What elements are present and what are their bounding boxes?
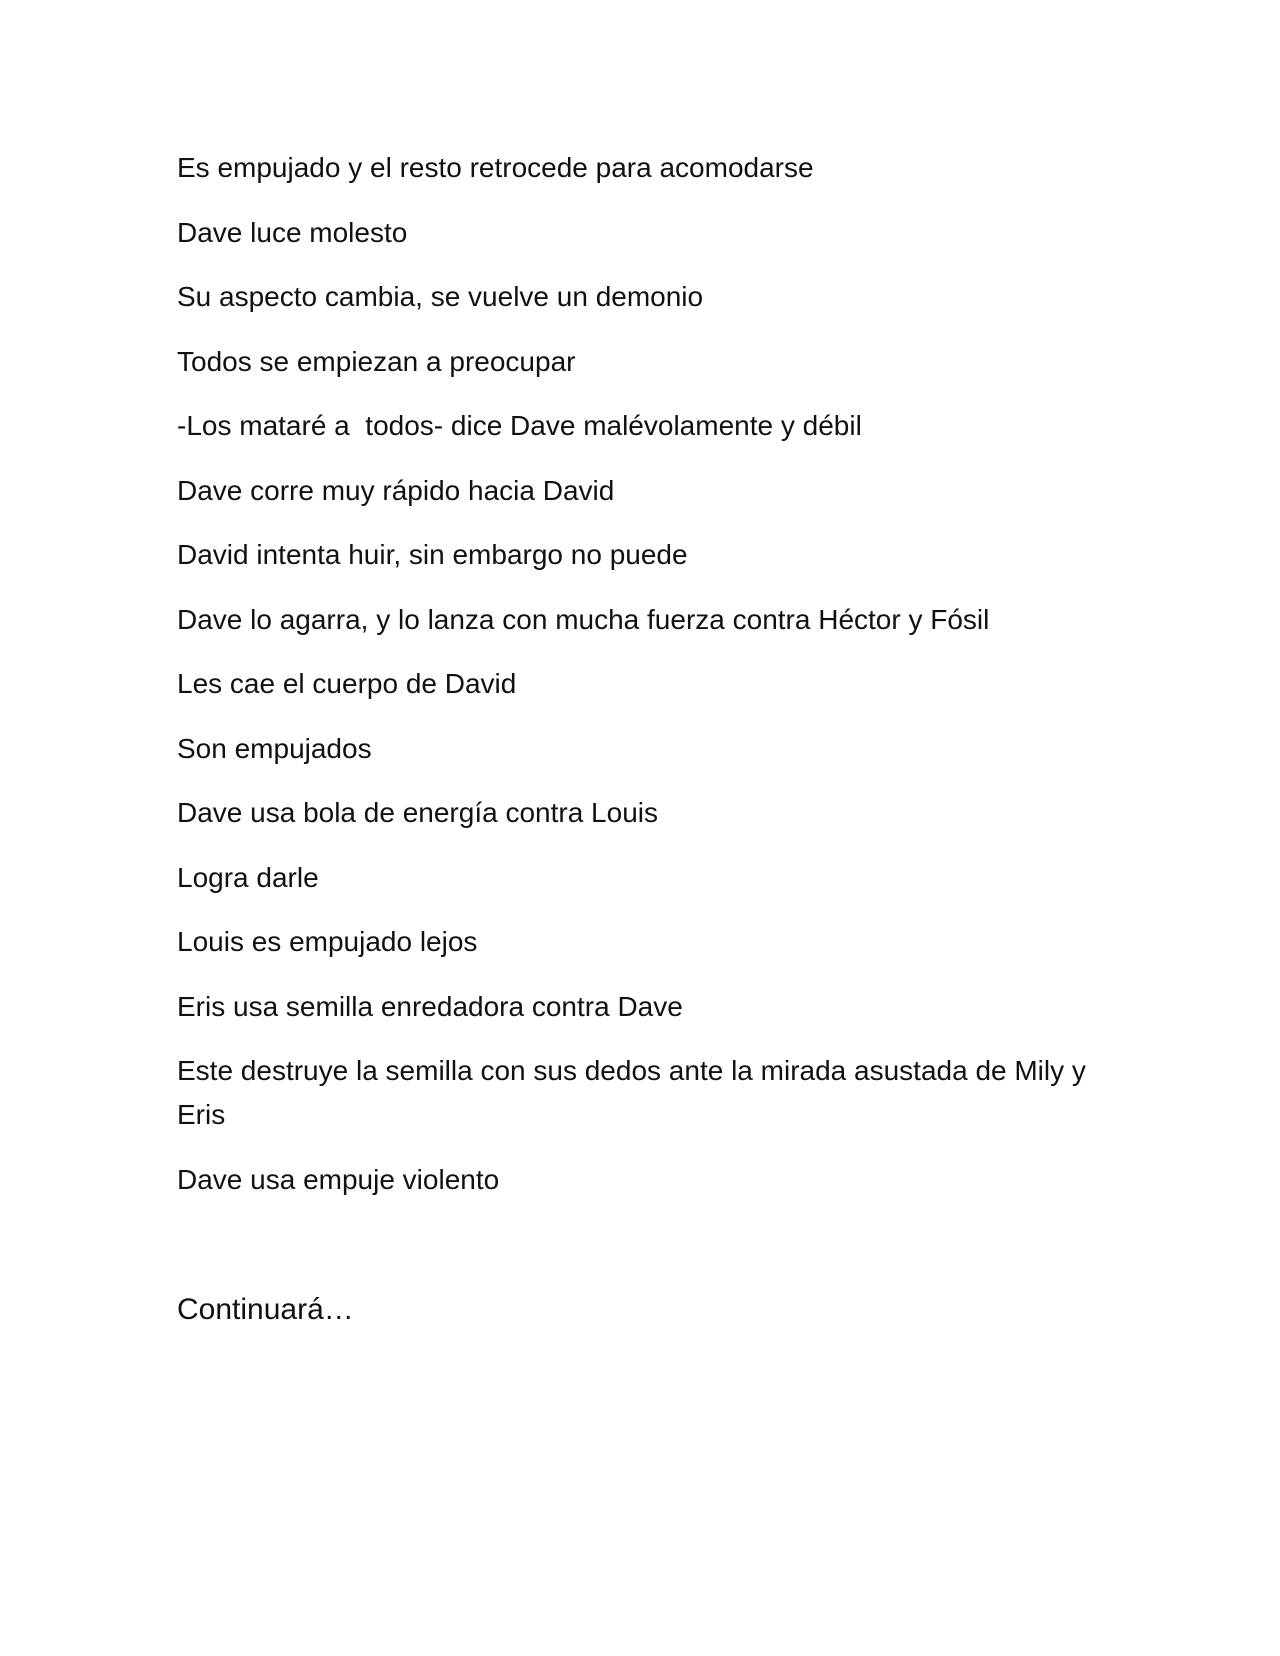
paragraph: Logra darle — [177, 861, 319, 893]
ending-text: Continuará… — [177, 1293, 354, 1326]
paragraph: Eris usa semilla enredadora contra Dave — [177, 990, 683, 1022]
paragraph: -Los mataré a todos- dice Dave malévolamente y débil — [177, 410, 862, 441]
paragraph: Dave usa bola de energía contra Louis — [177, 797, 658, 828]
paragraph: Todos se empiezan a preocupar — [177, 345, 576, 377]
paragraph: Es empujado y el resto retrocede para acomodarse — [177, 152, 814, 183]
paragraph: Dave lo agarra, y lo lanza con mucha fuerza contra Héctor y Fósil — [177, 603, 990, 635]
document-body — [177, 146, 1117, 1332]
paragraph: David intenta huir, sin embargo no puede — [177, 539, 688, 570]
paragraph: Este destruye la semilla con sus dedos ante la mirada asustada de Mily y Eris — [177, 1055, 1094, 1130]
blank-line — [177, 1222, 1117, 1288]
paragraph: Son empujados — [177, 732, 372, 764]
paragraph: Su aspecto cambia, se vuelve un demonio — [177, 281, 704, 312]
paragraph: Dave corre muy rápido hacia David — [177, 474, 615, 506]
paragraph: Dave usa empuje violento — [177, 1163, 500, 1195]
paragraph: Louis es empujado lejos — [177, 926, 478, 957]
paragraph: Dave luce molesto — [177, 216, 408, 248]
paragraph: Les cae el cuerpo de David — [177, 668, 517, 699]
